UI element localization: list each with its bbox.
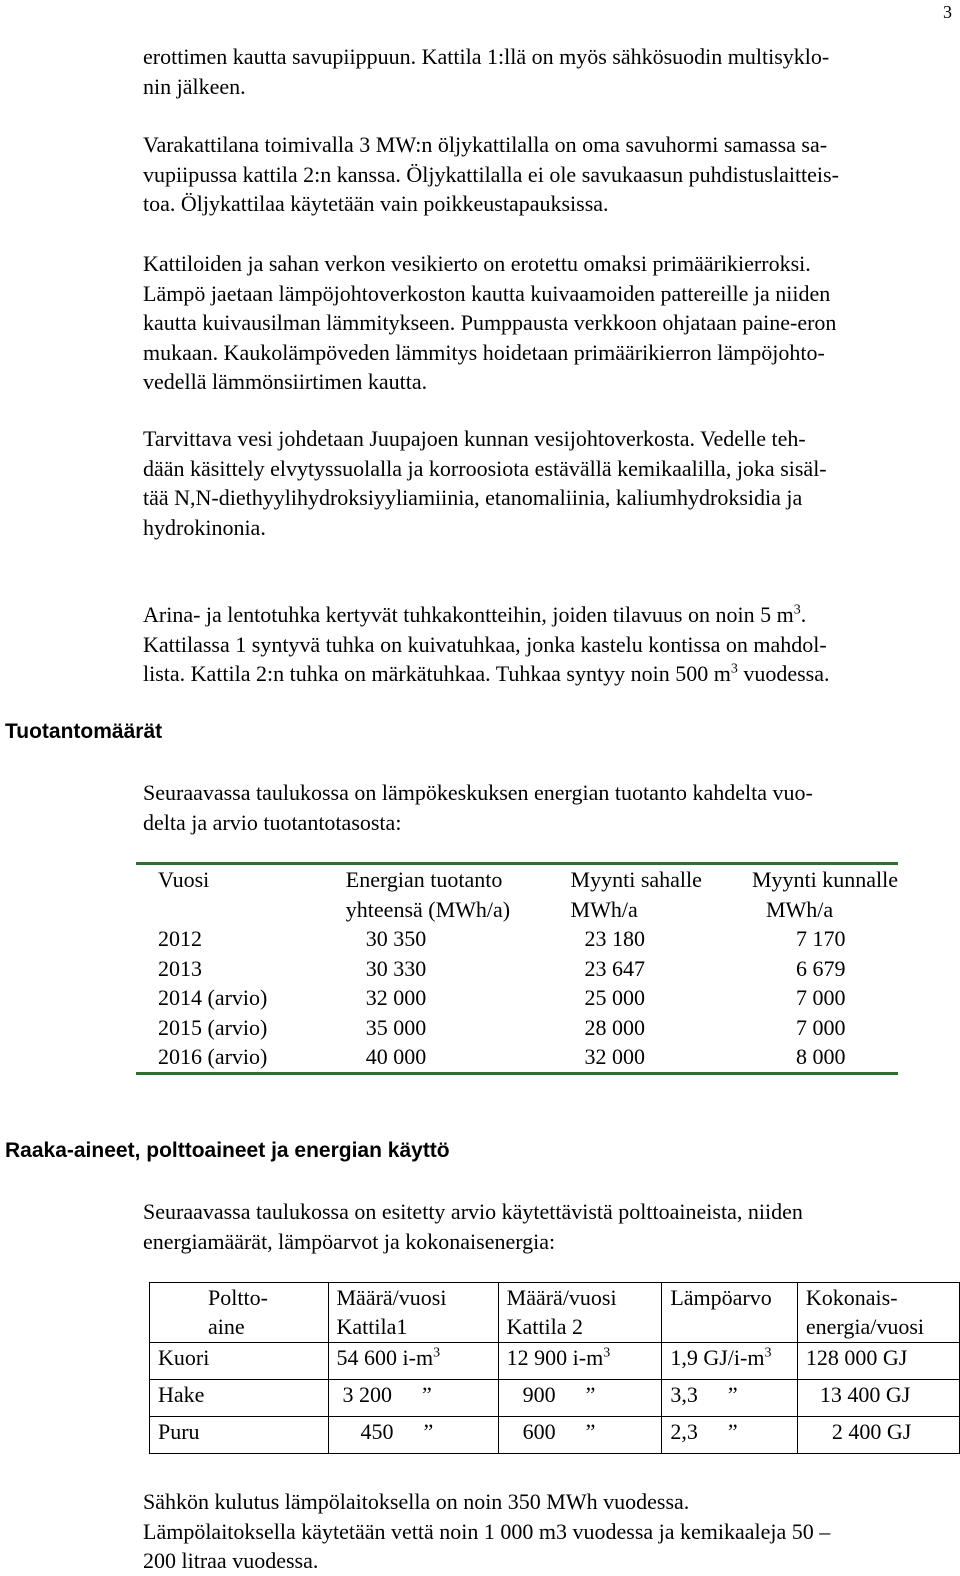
table-cell: 2 400 GJ: [797, 1417, 959, 1454]
table-cell: 32 000: [584, 1044, 646, 1069]
text-line: vedellä lämmönsiirtimen kautta.: [143, 369, 428, 394]
table-cell: 2,3 ”: [662, 1417, 798, 1454]
header-cell: Myynti sahalle: [570, 867, 702, 892]
table-cell: 2013: [158, 955, 202, 981]
header-cell: Poltto- aine: [150, 1283, 329, 1343]
header-cell: Lämpöarvo: [662, 1283, 798, 1343]
text-line: Sähkön kulutus lämpölaitoksella on noin 350 MWh vuodessa.: [143, 1489, 690, 1514]
table-cell: 1,9 $GJ/i-m^3$: [662, 1343, 798, 1380]
text-line: delta ja arvio tuotantotasosta:: [143, 809, 402, 835]
table-cell: 2012: [158, 926, 202, 951]
table-cell: 6 679: [795, 955, 846, 981]
table-cell: 30 330: [365, 955, 427, 981]
paragraph-oil-boiler: [143, 130, 948, 219]
text-line: Varakattilana toimivalla 3 MW:n öljykattilalla on oma savuhormi samassa sa-: [143, 132, 828, 157]
text-line: Seuraavassa taulukossa on lämpökeskuksen energian tuotanto kahdelta vuo-: [143, 780, 813, 805]
paragraph-water-circulation: [143, 249, 948, 397]
table-cell: 3 200 ”: [328, 1380, 498, 1417]
table-cell: Kuori: [150, 1343, 329, 1380]
table-cell: 12 900 $i-m^3$: [498, 1343, 662, 1380]
paragraph-fuel-intro: [143, 1197, 948, 1256]
text-line: Lämpö jaetaan lämpöjohtoverkoston kautta kuivaamoiden pattereille ja niiden: [143, 280, 831, 306]
text-line: Kattilassa 1 syntyvä tuhka on kuivatuhkaa, jonka kastelu kontissa on mahdol-: [143, 631, 827, 657]
table-cell: 23 647: [584, 955, 646, 981]
text-line: dään käsittely elvytyssuolalla ja korroosiota estävällä kemikaalilla, joka sisäl-: [143, 455, 827, 481]
text-line: energiamäärät, lämpöarvot ja kokonaisenergia:: [143, 1228, 556, 1254]
table-cell: 28 000: [584, 1014, 646, 1040]
header-cell: Energian tuotanto: [345, 867, 503, 892]
paragraph-electricity: [143, 1487, 948, 1576]
table-row: [136, 983, 898, 1013]
table-cell: 7 000: [795, 985, 846, 1010]
table-cell: 128 000 GJ: [797, 1343, 959, 1380]
table-header-row: [136, 865, 898, 895]
text-line: Seuraavassa taulukossa on esitetty arvio käytettävistä polttoaineista, niiden: [143, 1199, 803, 1224]
text-line: Tarvittava vesi johdetaan Juupajoen kunnan vesijohtoverkosta. Vedelle teh-: [143, 426, 806, 451]
table-row: [150, 1343, 960, 1380]
text-line: Arina- ja lentotuhka kertyvät tuhkakontteihin, joiden tilavuus on noin 5 $m^3$.: [143, 602, 807, 627]
text-line: 200 litraa vuodessa.: [143, 1548, 319, 1573]
header-cell: yhteensä (MWh/a): [345, 896, 511, 922]
table-cell: 7 000: [795, 1014, 846, 1040]
paragraph-separator: [143, 42, 948, 101]
text-line: nin jälkeen.: [143, 73, 246, 99]
paragraph-water-treatment: [143, 424, 948, 542]
table-cell: 900 ”: [498, 1380, 662, 1417]
table-cell: 600 ”: [498, 1417, 662, 1454]
text-line: mukaan. Kaukolämpöveden lämmitys hoidetaan primäärikierron lämpöjohto-: [143, 339, 825, 365]
table-cell: Hake: [150, 1380, 329, 1417]
table-cell: 23 180: [584, 926, 646, 951]
heading-raaka-aineet: Raaka-aineet, polttoaineet ja energian käyttö: [5, 1139, 450, 1162]
table-cell: 3,3 ”: [662, 1380, 798, 1417]
table-cell: 30 350: [365, 926, 427, 951]
text-line: Kattiloiden ja sahan verkon vesikierto on erotettu omaksi primäärikierroksi.: [143, 251, 811, 276]
header-cell: Määrä/vuosi Kattila1: [328, 1283, 498, 1343]
fuel-table: [149, 1282, 960, 1454]
table-header-row: [136, 895, 898, 925]
table-cell: 25 000: [584, 985, 646, 1010]
table-cell: 2014 (arvio): [158, 985, 268, 1010]
header-cell: MWh/a: [570, 896, 638, 922]
table-cell: 35 000: [365, 1014, 427, 1040]
paragraph-ash: [143, 600, 948, 689]
header-cell: MWh/a: [765, 896, 834, 922]
text-line: toa. Öljykattilaa käytetään vain poikkeustapauksissa.: [143, 191, 609, 216]
text-line: Lämpölaitoksella käytetään vettä noin 1 000 m3 vuodessa ja kemikaaleja 50 –: [143, 1518, 831, 1544]
text-line: tää N,N-diethyylihydroksiyyliamiinia, etanomaliinia, kaliumhydroksidia ja: [143, 485, 803, 510]
table-cell: 40 000: [365, 1044, 427, 1069]
text-line: lista. Kattila 2:n tuhka on märkätuhkaa. Tuhkaa syntyy noin 500 $m^3$ vuodessa.: [143, 661, 830, 686]
production-table: [136, 862, 898, 1075]
header-cell: Vuosi: [158, 867, 210, 892]
table-header-row: [150, 1283, 960, 1343]
table-row: [136, 1013, 898, 1043]
table-cell: Puru: [150, 1417, 329, 1454]
text-line: kautta kuivausilman lämmitykseen. Pumppausta verkkoon ohjataan paine-eron: [143, 310, 837, 335]
heading-tuotantomaarat: Tuotantomäärät: [5, 720, 163, 743]
page-number: 3: [943, 2, 952, 22]
paragraph-production-intro: [143, 778, 948, 837]
header-cell: Määrä/vuosi Kattila 2: [498, 1283, 662, 1343]
table-cell: 450 ”: [328, 1417, 498, 1454]
table-row: [136, 1042, 898, 1072]
table-cell: 32 000: [365, 985, 427, 1010]
table-cell: 7 170: [795, 926, 846, 951]
table-row: [136, 924, 898, 954]
text-line: hydrokinonia.: [143, 514, 266, 540]
table-row: [136, 954, 898, 984]
text-line: vupiipussa kattila 2:n kanssa. Öljykattilalla ei ole savukaasun puhdistuslaitteis-: [143, 161, 839, 187]
header-cell: Myynti kunnalle: [751, 867, 898, 892]
table-cell: 2015 (arvio): [158, 1014, 268, 1040]
table-cell: 54 600 $i-m^3$: [328, 1343, 498, 1380]
header-cell: [136, 895, 308, 925]
header-cell: Kokonais- energia/vuosi: [797, 1283, 959, 1343]
table-cell: 2016 (arvio): [158, 1044, 268, 1069]
text-line: erottimen kautta savupiippuun. Kattila 1:llä on myös sähkösuodin multisyklo-: [143, 44, 830, 69]
table-cell: 8 000: [795, 1044, 846, 1069]
table-row: [150, 1380, 960, 1417]
table-cell: 13 400 GJ: [797, 1380, 959, 1417]
table-row: [150, 1417, 960, 1454]
